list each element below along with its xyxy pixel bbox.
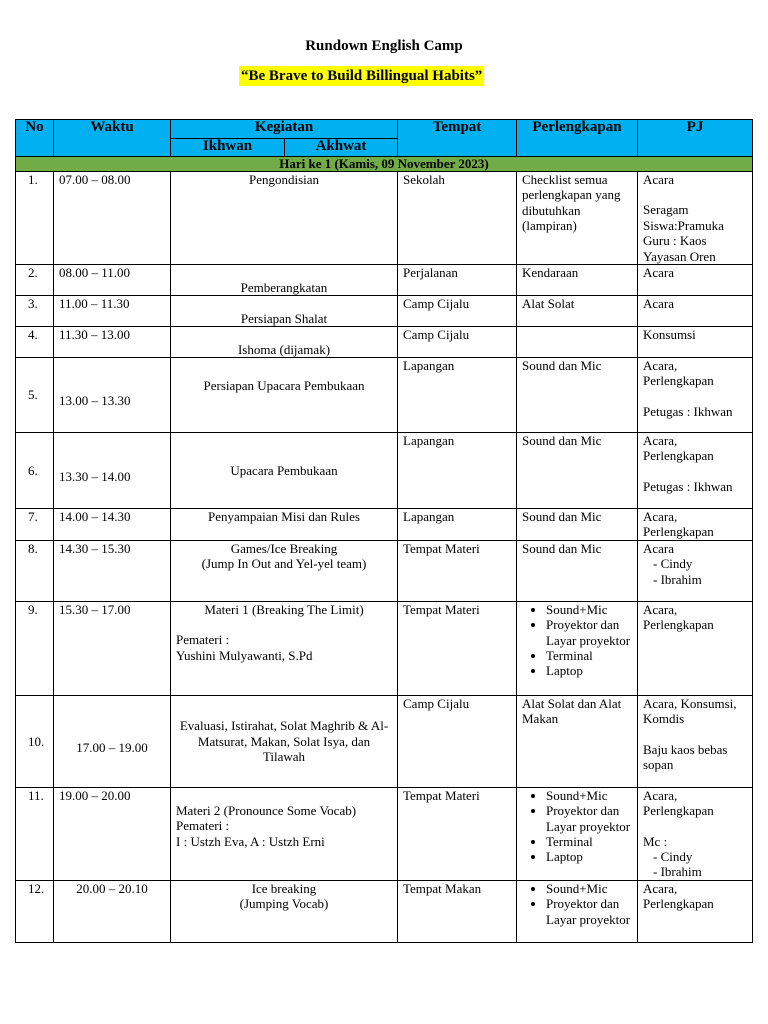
- row-tempat: Camp Cijalu: [398, 695, 517, 787]
- table-row: [16, 880, 753, 942]
- row-kegiatan: [171, 787, 398, 880]
- pemateri-label: Pemateri :: [176, 632, 230, 648]
- pemateri-label: Pemateri :: [176, 818, 230, 834]
- table-row: [16, 509, 753, 541]
- pemateri-name: I : Ustzh Eva, A : Ustzh Erni: [176, 833, 325, 849]
- pj-line: Guru : Kaos Yayasan Oren: [643, 233, 716, 264]
- table-row: [16, 172, 753, 265]
- pj-list: [643, 849, 747, 880]
- row-kegiatan: Pemberangkatan: [171, 265, 398, 296]
- table-header-row: [16, 120, 753, 139]
- row-kegiatan: [171, 601, 398, 695]
- row-waktu: 20.00 – 20.10: [54, 880, 171, 942]
- table-row: [16, 601, 753, 695]
- row-tempat: Lapangan: [398, 433, 517, 509]
- row-kegiatan: Evaluasi, Istirahat, Solat Maghrib & Al-Matsurat, Makan, Solat Isya, dan Tilawah: [171, 695, 398, 787]
- row-no: 3.: [16, 296, 54, 327]
- row-tempat: Tempat Makan: [398, 880, 517, 942]
- row-perlengkapan: [517, 601, 638, 695]
- pj-line: Acara: [643, 540, 675, 556]
- pj-line: Acara, Konsumsi, Komdis: [643, 695, 737, 727]
- row-kegiatan: Upacara Pembukaan: [171, 433, 398, 509]
- row-waktu: 14.00 – 14.30: [54, 509, 171, 541]
- kegiatan-line: (Jumping Vocab): [239, 896, 329, 912]
- row-kegiatan: Penyampaian Misi dan Rules: [171, 509, 398, 541]
- pemateri-name: Yushini Mulyawanti, S.Pd: [176, 647, 313, 663]
- row-waktu: 11.30 – 13.00: [54, 327, 171, 358]
- row-pj: [638, 540, 753, 601]
- row-tempat: Tempat Materi: [398, 787, 517, 880]
- pj-list: [643, 556, 747, 587]
- table-row: [16, 787, 753, 880]
- day-row: [16, 157, 753, 172]
- row-tempat: Camp Cijalu: [398, 296, 517, 327]
- row-no: 7.: [16, 509, 54, 541]
- row-perlengkapan: [517, 880, 638, 942]
- table-row: [16, 433, 753, 509]
- row-tempat: Tempat Materi: [398, 601, 517, 695]
- row-perlengkapan: Sound dan Mic: [517, 509, 638, 541]
- header-kegiatan: Kegiatan: [171, 120, 398, 139]
- table-row: [16, 358, 753, 433]
- row-perlengkapan: Sound dan Mic: [517, 433, 638, 509]
- kegiatan-line: (Jump In Out and Yel-yel team): [201, 556, 367, 572]
- perlengkapan-list: [522, 788, 632, 865]
- row-pj: [638, 787, 753, 880]
- row-tempat: Lapangan: [398, 509, 517, 541]
- header-waktu: Waktu: [54, 120, 171, 157]
- pj-list-item: - Cindy: [653, 556, 747, 571]
- table-row: [16, 265, 753, 296]
- header-ikhwan: Ikhwan: [171, 139, 285, 157]
- document-subtitle: “Be Brave to Build Billingual Habits”: [241, 68, 483, 84]
- header-tempat: Tempat: [398, 120, 517, 157]
- row-perlengkapan: Sound dan Mic: [517, 358, 638, 433]
- row-pj: Acara, Perlengkapan: [638, 880, 753, 942]
- row-waktu: 13.30 – 14.00: [54, 433, 171, 509]
- row-waktu: 08.00 – 11.00: [54, 265, 171, 296]
- pj-list-item: - Ibrahim: [653, 864, 747, 879]
- perlengkapan-item: • Terminal: [546, 834, 632, 849]
- row-waktu: 14.30 – 15.30: [54, 540, 171, 601]
- row-no: 1.: [16, 172, 54, 265]
- row-tempat: Tempat Materi: [398, 540, 517, 601]
- row-pj: [638, 695, 753, 787]
- pj-line: Petugas : Ikhwan: [643, 403, 733, 419]
- row-kegiatan: [171, 540, 398, 601]
- table-row: [16, 327, 753, 358]
- row-no: 10.: [16, 695, 54, 787]
- perlengkapan-item: • Laptop: [546, 663, 632, 678]
- row-perlengkapan: Checklist semua perlengkapan yang dibutuhkan (lampiran): [517, 172, 638, 265]
- row-tempat: Sekolah: [398, 172, 517, 265]
- row-pj: [638, 433, 753, 509]
- kegiatan-title: Materi 1 (Breaking The Limit): [204, 601, 364, 617]
- row-perlengkapan: Alat Solat dan Alat Makan: [517, 695, 638, 787]
- row-waktu: 11.00 – 11.30: [54, 296, 171, 327]
- row-waktu: 07.00 – 08.00: [54, 172, 171, 265]
- row-waktu: 17.00 – 19.00: [54, 695, 171, 787]
- rundown-table: [15, 119, 753, 943]
- pj-line: Acara, Perlengkapan: [643, 787, 714, 819]
- row-tempat: Lapangan: [398, 358, 517, 433]
- perlengkapan-item: • Laptop: [546, 849, 632, 864]
- table-row: [16, 540, 753, 601]
- kegiatan-line: Ice breaking: [251, 880, 317, 896]
- row-pj: Acara: [638, 296, 753, 327]
- perlengkapan-item: • Sound+Mic: [546, 788, 632, 803]
- row-tempat: Perjalanan: [398, 265, 517, 296]
- row-perlengkapan: Alat Solat: [517, 296, 638, 327]
- pj-line: Petugas : Ikhwan: [643, 478, 733, 494]
- row-no: 11.: [16, 787, 54, 880]
- perlengkapan-item: • Proyektor dan Layar proyektor: [546, 896, 632, 927]
- row-no: 4.: [16, 327, 54, 358]
- row-pj: Acara: [638, 265, 753, 296]
- perlengkapan-item: • Proyektor dan Layar proyektor: [546, 617, 632, 648]
- kegiatan-line: Games/Ice Breaking: [230, 540, 338, 556]
- pj-line: Mc :: [643, 833, 668, 849]
- perlengkapan-list: [522, 881, 632, 927]
- row-perlengkapan: Sound dan Mic: [517, 540, 638, 601]
- row-no: 12.: [16, 880, 54, 942]
- row-kegiatan: Persiapan Shalat: [171, 296, 398, 327]
- row-waktu: 15.30 – 17.00: [54, 601, 171, 695]
- pj-list-item: - Ibrahim: [653, 572, 747, 587]
- row-kegiatan: [171, 880, 398, 942]
- perlengkapan-item: • Proyektor dan Layar proyektor: [546, 803, 632, 834]
- row-pj: Konsumsi: [638, 327, 753, 358]
- perlengkapan-list: [522, 602, 632, 679]
- row-no: 5.: [16, 358, 54, 433]
- row-pj: Acara, Perlengkapan: [638, 509, 753, 541]
- table-row: [16, 296, 753, 327]
- kegiatan-title: Materi 2 (Pronounce Some Vocab): [176, 802, 357, 818]
- row-waktu: 13.00 – 13.30: [54, 358, 171, 433]
- row-kegiatan: Persiapan Upacara Pembukaan: [171, 358, 398, 433]
- row-kegiatan: Pengondisian: [171, 172, 398, 265]
- row-no: 6.: [16, 433, 54, 509]
- header-akhwat: Akhwat: [285, 139, 398, 157]
- pj-line: Acara, Perlengkapan: [643, 433, 714, 464]
- pj-line: Acara: [643, 172, 675, 187]
- row-waktu: 19.00 – 20.00: [54, 787, 171, 880]
- day-label: Hari ke 1 (Kamis, 09 November 2023): [16, 157, 753, 172]
- row-pj: [638, 358, 753, 433]
- header-no: No: [16, 120, 54, 157]
- row-pj: Acara, Perlengkapan: [638, 601, 753, 695]
- row-perlengkapan: [517, 787, 638, 880]
- row-pj: [638, 172, 753, 265]
- document-title: Rundown English Camp: [305, 38, 463, 54]
- row-perlengkapan: Kendaraan: [517, 265, 638, 296]
- header-perlengkapan: Perlengkapan: [517, 120, 638, 157]
- perlengkapan-item: • Sound+Mic: [546, 602, 632, 617]
- pj-line: Acara, Perlengkapan: [643, 358, 714, 389]
- row-no: 8.: [16, 540, 54, 601]
- row-kegiatan: Ishoma (dijamak): [171, 327, 398, 358]
- header-pj: PJ: [638, 120, 753, 157]
- row-tempat: Camp Cijalu: [398, 327, 517, 358]
- pj-list-item: - Cindy: [653, 849, 747, 864]
- perlengkapan-item: • Sound+Mic: [546, 881, 632, 896]
- row-no: 2.: [16, 265, 54, 296]
- perlengkapan-item: • Terminal: [546, 648, 632, 663]
- pj-line: Baju kaos bebas sopan: [643, 741, 728, 773]
- pj-line: Seragam Siswa:Pramuka: [643, 202, 724, 233]
- row-no: 9.: [16, 601, 54, 695]
- table-row: [16, 695, 753, 787]
- row-perlengkapan: [517, 327, 638, 358]
